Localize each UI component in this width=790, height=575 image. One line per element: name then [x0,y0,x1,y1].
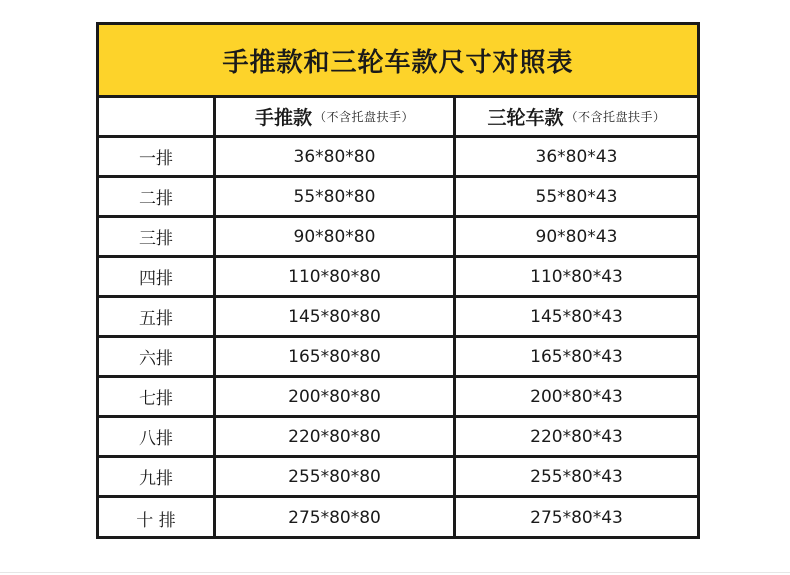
tricycle-size: 255*80*43 [456,458,697,498]
row-label: 四排 [99,258,216,298]
hand-cart-size: 165*80*80 [216,338,456,378]
hand-cart-size: 110*80*80 [216,258,456,298]
row-label: 六排 [99,338,216,378]
tricycle-size: 200*80*43 [456,378,697,418]
hand-cart-size: 200*80*80 [216,378,456,418]
size-comparison-table [96,22,700,539]
tricycle-size: 55*80*43 [456,178,697,218]
header-hand-cart [216,98,456,138]
tricycle-size: 220*80*43 [456,418,697,458]
table-grid [99,98,697,538]
header-corner-cell [99,98,216,138]
tricycle-size: 110*80*43 [456,258,697,298]
header-hand-cart-note: （不含托盘扶手） [314,110,415,124]
row-label: 八排 [99,418,216,458]
tricycle-size: 36*80*43 [456,138,697,178]
page-bottom-divider [0,572,790,573]
row-label: 一排 [99,138,216,178]
header-tricycle-note: （不含托盘扶手） [565,110,666,124]
hand-cart-size: 220*80*80 [216,418,456,458]
hand-cart-size: 145*80*80 [216,298,456,338]
tricycle-size: 275*80*43 [530,508,623,528]
table-title: 手推款和三轮车款尺寸对照表 [99,25,697,98]
hand-cart-size: 255*80*80 [216,458,456,498]
row-label: 七排 [99,378,216,418]
tricycle-size: 90*80*43 [456,218,697,258]
row-label: 十 排 [99,498,216,538]
row-label: 九排 [99,458,216,498]
header-tricycle-label: 三轮车款 [487,107,564,129]
hand-cart-size: 36*80*80 [216,138,456,178]
row-label: 二排 [99,178,216,218]
tricycle-size: 145*80*43 [456,298,697,338]
header-hand-cart-label: 手推款 [254,107,312,129]
header-tricycle [456,98,697,138]
hand-cart-size: 275*80*80 [216,498,456,538]
hand-cart-size: 55*80*80 [216,178,456,218]
tricycle-size: 165*80*43 [456,338,697,378]
row-label: 三排 [99,218,216,258]
row-label: 五排 [99,298,216,338]
hand-cart-size: 90*80*80 [216,218,456,258]
